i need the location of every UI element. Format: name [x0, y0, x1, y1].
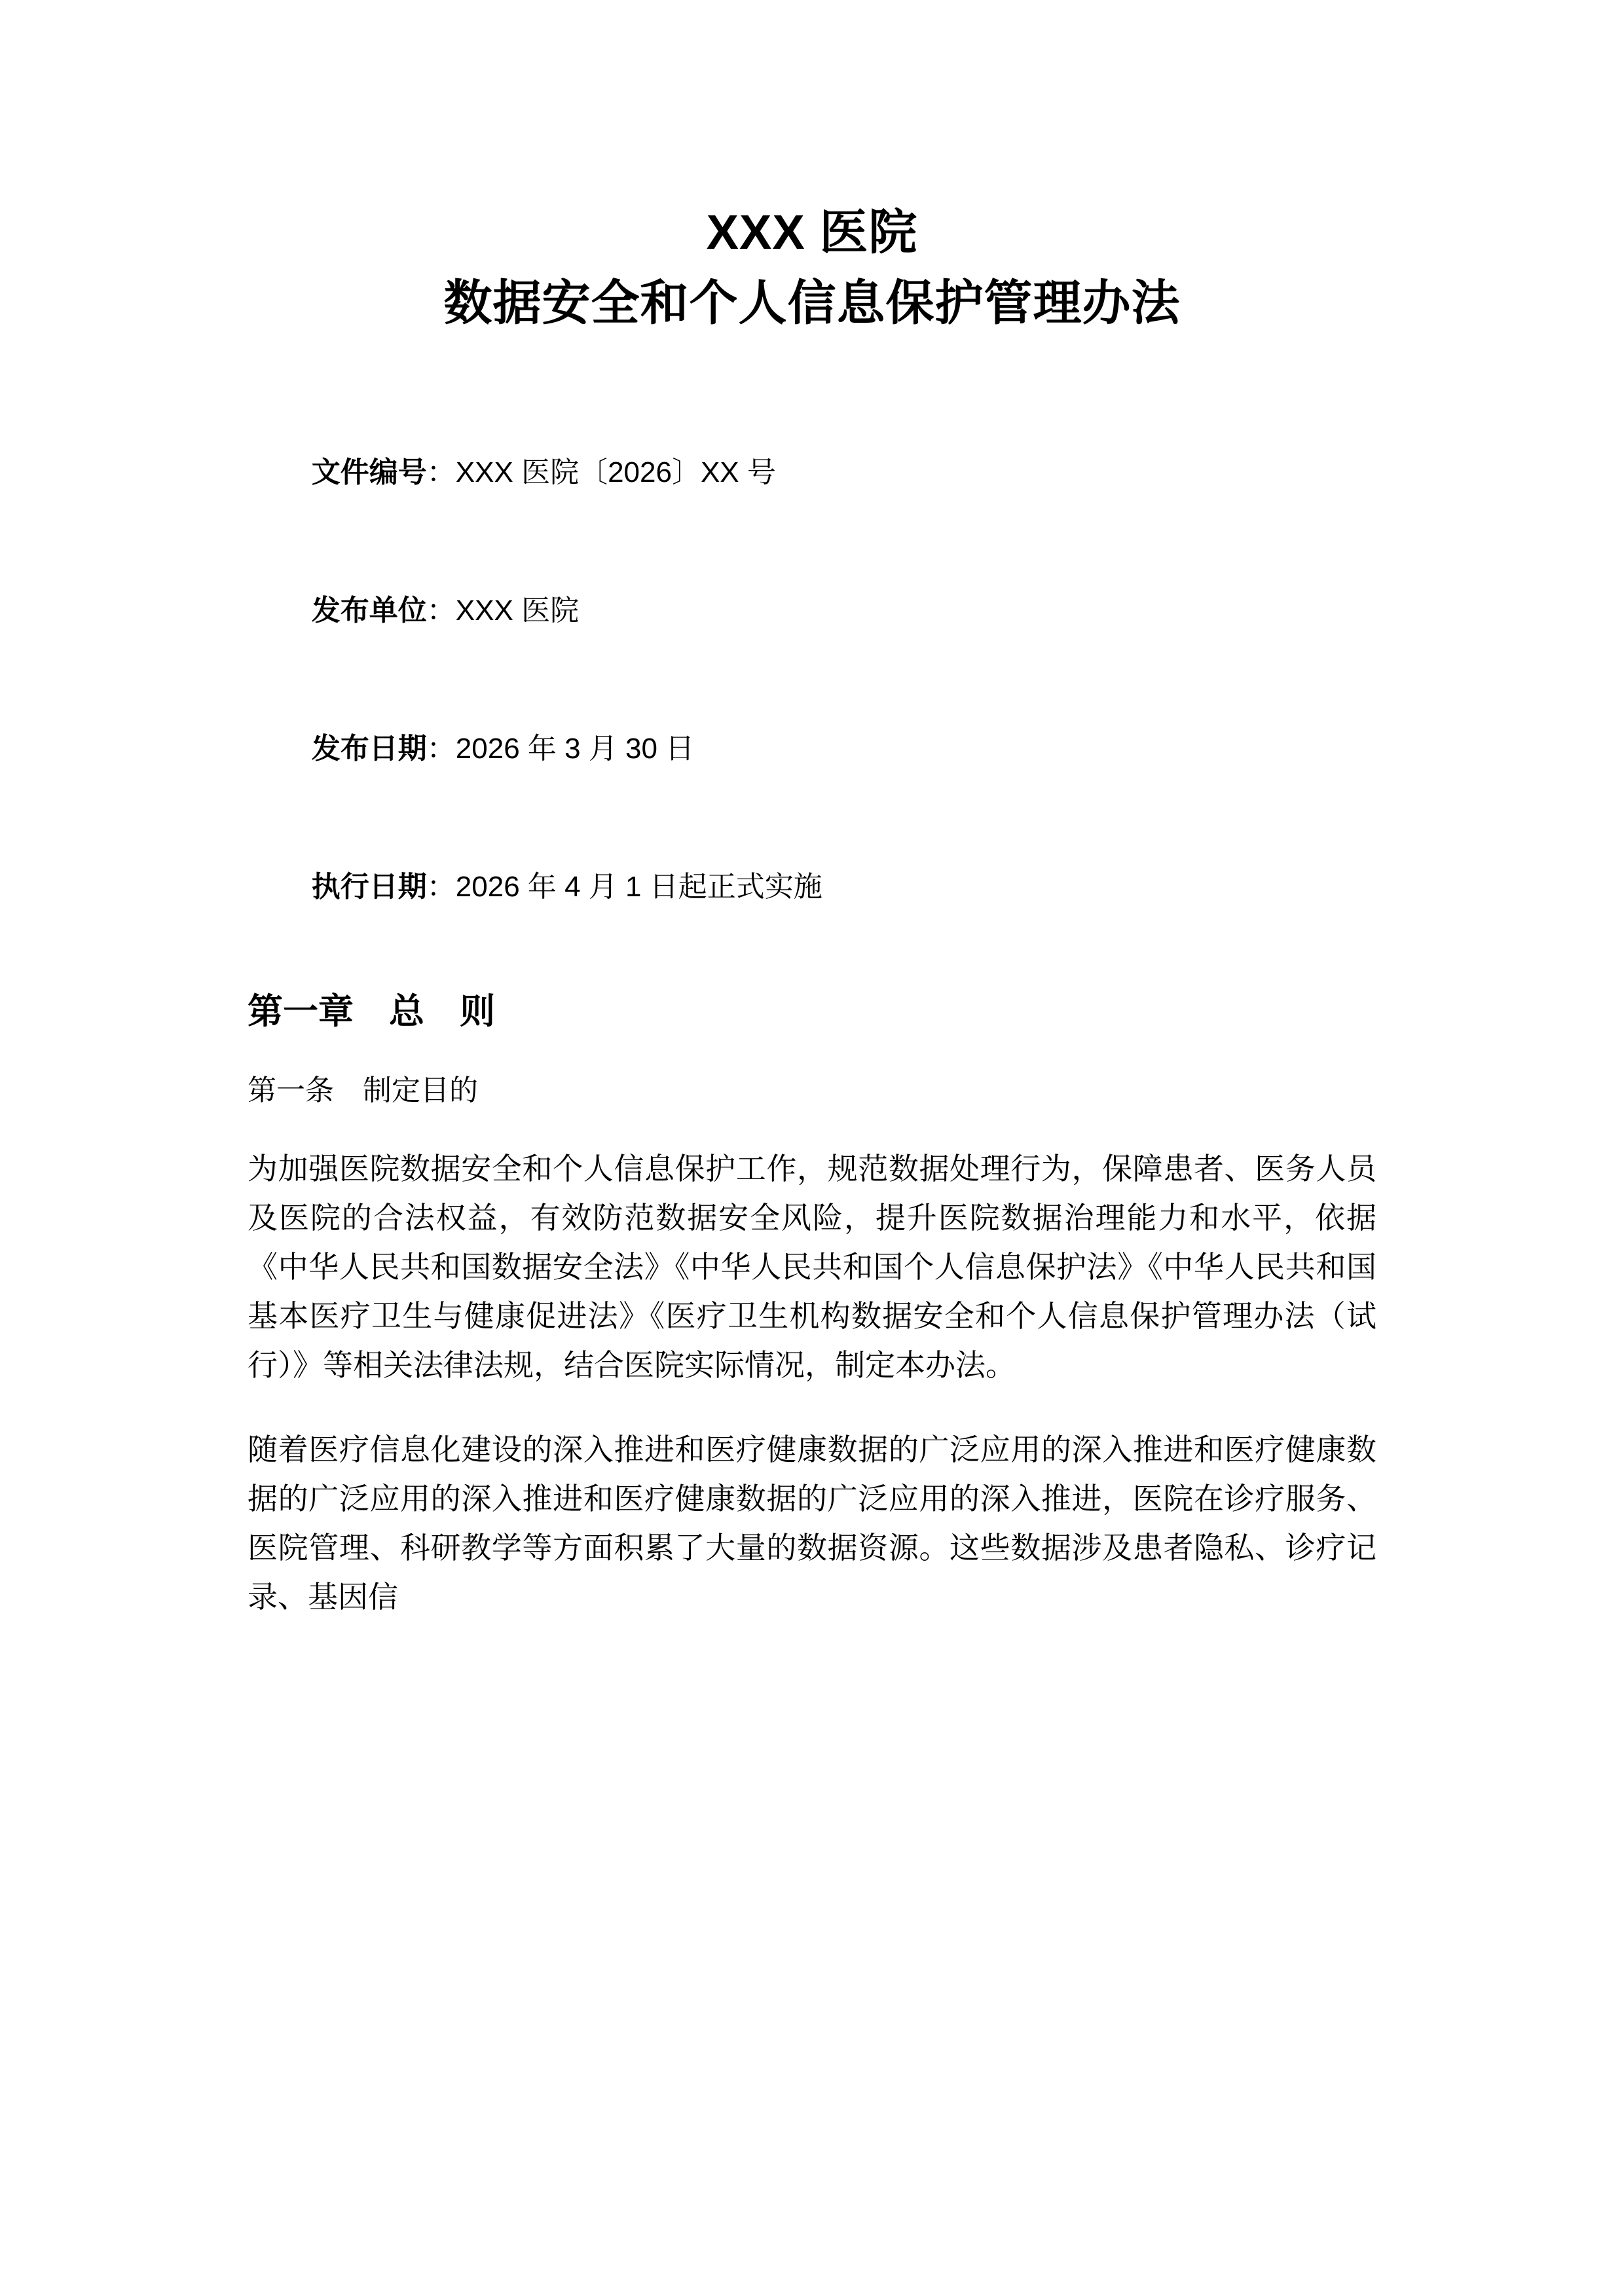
metadata-value-effective-date: 2026 年 4 月 1 日起正式实施 — [455, 871, 822, 903]
metadata-label-effective-date: 执行日期 — [311, 871, 427, 903]
metadata-row-issue-date — [248, 706, 1376, 792]
metadata-label-file-number: 文件编号 — [311, 456, 427, 488]
metadata-value-issuing-unit: XXX 医院 — [455, 594, 580, 627]
metadata-label-issuing-unit: 发布单位 — [311, 594, 427, 627]
page-content — [248, 0, 1376, 1622]
metadata-row-effective-date — [248, 844, 1376, 930]
body-paragraph: 随着医疗信息化建设的深入推进和医疗健康数据的广泛应用的深入推进和医疗健康数据的广泛应用的深入推进和医疗健康数据的广泛应用的深入推进，医院在诊疗服务、医院管理、科研教学等方面积累了大量的数据资源。这些数据涉及患者隐私、诊疗记录、基因信 — [248, 1432, 1376, 1614]
metadata-row-issuing-unit — [248, 568, 1376, 654]
metadata-separator-issue-date: ： — [426, 733, 456, 765]
chapter-heading-1: 第一章 总 则 — [248, 992, 495, 1031]
document-title-organization: XXX 医院 — [706, 205, 918, 259]
document-title-main: 数据安全和个人信息保护管理办法 — [443, 276, 1181, 330]
article-heading-1: 第一条 制定目的 — [248, 1074, 478, 1106]
metadata-row-file-number — [248, 429, 1376, 516]
body-paragraph: 为加强医院数据安全和个人信息保护工作，规范数据处理行为，保障患者、医务人员及医院的合法权益，有效防范数据安全风险，提升医院数据治理能力和水平，依据《中华人民共和国数据安全法》《中华人民共和国个人信息保护法》《中华人民共和国基本医疗卫生与健康促进法》《医疗卫生机构数据安全和个人信息保护管理办法（试行）》等相关法律法规，结合医院实际情况，制定本办法。 — [248, 1152, 1376, 1382]
metadata-separator-effective-date: ： — [426, 871, 456, 903]
metadata-value-issue-date: 2026 年 3 月 30 日 — [455, 733, 695, 765]
metadata-label-issue-date: 发布日期 — [311, 733, 427, 765]
document-metadata — [248, 429, 1376, 930]
metadata-value-file-number: XXX 医院〔2026〕XX 号 — [455, 456, 776, 488]
metadata-separator-file-number: ： — [426, 456, 456, 488]
metadata-separator-issuing-unit: ： — [426, 594, 456, 627]
